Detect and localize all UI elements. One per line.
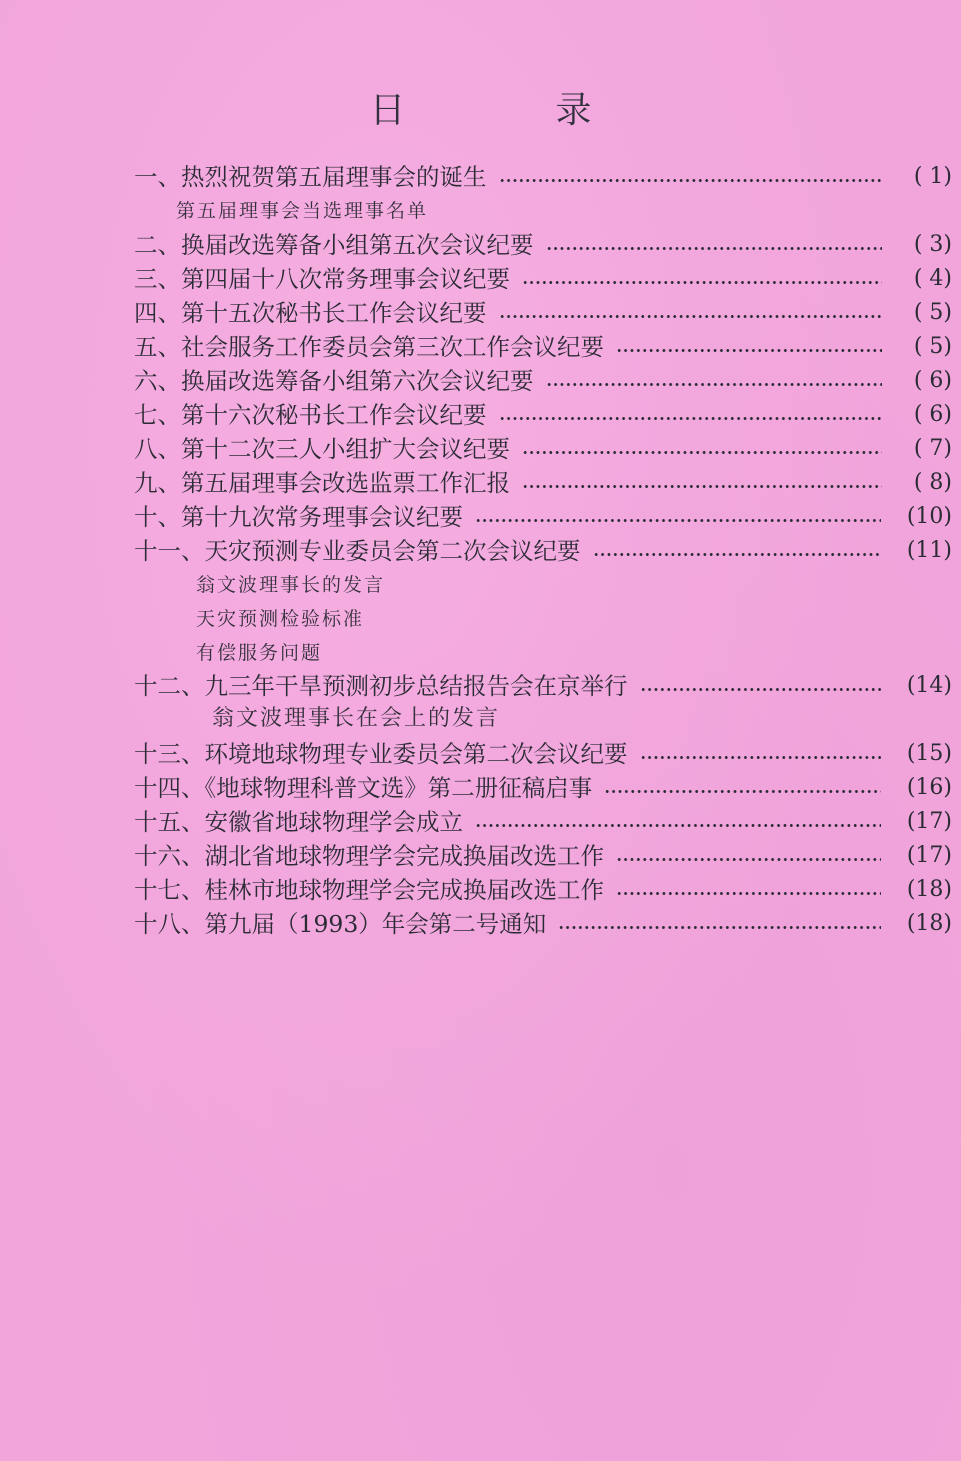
toc-subentry: 翁文波理事长的发言 [196, 574, 386, 596]
toc-entry-page: (11) [906, 538, 952, 563]
toc-entry-label: 五、社会服务工作委员会第三次工作会议纪要 [134, 333, 604, 361]
leader-dots [616, 349, 882, 352]
toc-entry-4 [134, 296, 952, 330]
leader-dots [640, 756, 881, 759]
leader-dots [546, 383, 883, 386]
toc-entry-label: 十五、安徽省地球物理学会成立 [134, 808, 463, 836]
leader-dots [616, 892, 881, 895]
leader-dots [475, 519, 881, 522]
toc-entry-label: 十七、桂林市地球物理学会完成换届改选工作 [134, 876, 604, 904]
toc-entry-label: 六、换届改选筹备小组第六次会议纪要 [134, 367, 534, 395]
toc-entry-label: 十四、《地球物理科普文选》第二册征稿启事 [134, 774, 593, 802]
toc-entry-16 [134, 839, 952, 873]
leader-dots [593, 553, 881, 556]
toc-entry-13 [134, 737, 952, 771]
leader-dots [499, 315, 883, 318]
toc-entry-page: (10) [906, 504, 952, 529]
toc-subentry: 有偿服务问题 [196, 642, 323, 664]
toc-entry-2 [134, 228, 952, 262]
toc-entry-page: (14) [906, 673, 952, 698]
toc-entry-label: 十一、天灾预测专业委员会第二次会议纪要 [134, 537, 581, 565]
toc-entry-1 [134, 160, 952, 194]
leader-dots [546, 247, 883, 250]
toc-entry-label: 三、第四届十八次常务理事会议纪要 [134, 265, 510, 293]
toc-entry-7 [134, 398, 952, 432]
toc-entry-17 [134, 873, 952, 907]
toc-entry-label: 八、第十二次三人小组扩大会议纪要 [134, 435, 510, 463]
toc-entry-3 [134, 262, 952, 296]
title-char-2: 录 [555, 90, 592, 131]
leader-dots [499, 417, 883, 420]
toc-entry-10 [134, 500, 952, 534]
toc-entry-label: 十二、九三年干旱预测初步总结报告会在京举行 [134, 672, 628, 700]
toc-entry-page: ( 7) [913, 436, 952, 461]
leader-dots [522, 281, 882, 284]
toc-entry-label: 九、第五届理事会改选监票工作汇报 [134, 469, 510, 497]
leader-dots [522, 451, 882, 454]
page-title [0, 82, 961, 133]
toc-entry-18 [134, 907, 952, 941]
toc-entry-page: (17) [906, 843, 952, 868]
toc-entry-6 [134, 364, 952, 398]
leader-dots [616, 858, 881, 861]
toc-entry-page: ( 1) [913, 164, 952, 189]
toc-entry-label: 十三、环境地球物理专业委员会第二次会议纪要 [134, 740, 628, 768]
toc-entry-label: 十、第十九次常务理事会议纪要 [134, 503, 463, 531]
toc-entry-page: ( 5) [913, 334, 952, 359]
toc-subentry: 第五届理事会当选理事名单 [176, 200, 429, 222]
toc-entry-page: (15) [906, 741, 952, 766]
toc-entry-page: (18) [906, 911, 952, 936]
toc-entry-15 [134, 805, 952, 839]
title-char-1: 日 [369, 90, 406, 131]
toc-entry-11 [134, 534, 952, 568]
toc-entry-page: ( 5) [913, 300, 952, 325]
leader-dots [522, 485, 882, 488]
toc-entry-page: (17) [906, 809, 952, 834]
toc-entry-label: 二、换届改选筹备小组第五次会议纪要 [134, 231, 534, 259]
toc-entry-label: 十八、第九届（1993）年会第二号通知 [134, 910, 547, 938]
toc-subentry: 翁文波理事长在会上的发言 [212, 706, 501, 731]
leader-dots [558, 926, 881, 929]
leader-dots [640, 688, 881, 691]
toc-entry-12 [134, 669, 952, 703]
leader-dots [475, 824, 881, 827]
toc-entry-label: 四、第十五次秘书长工作会议纪要 [134, 299, 487, 327]
toc-entry-label: 七、第十六次秘书长工作会议纪要 [134, 401, 487, 429]
toc-entry-page: (16) [906, 775, 952, 800]
toc-entry-9 [134, 466, 952, 500]
toc-entry-5 [134, 330, 952, 364]
toc-entry-label: 一、热烈祝贺第五届理事会的诞生 [134, 163, 487, 191]
toc-entry-14 [134, 771, 952, 805]
toc-entry-page: ( 4) [913, 266, 952, 291]
toc-entry-label: 十六、湖北省地球物理学会完成换届改选工作 [134, 842, 604, 870]
leader-dots [499, 179, 883, 182]
toc-entry-page: ( 6) [913, 402, 952, 427]
leader-dots [604, 790, 881, 793]
toc-subentry: 天灾预测检验标准 [196, 608, 365, 630]
toc-entry-page: ( 6) [913, 368, 952, 393]
toc-entry-8 [134, 432, 952, 466]
toc-entry-page: (18) [906, 877, 952, 902]
toc-entry-page: ( 3) [913, 232, 952, 257]
toc-entry-page: ( 8) [913, 470, 952, 495]
